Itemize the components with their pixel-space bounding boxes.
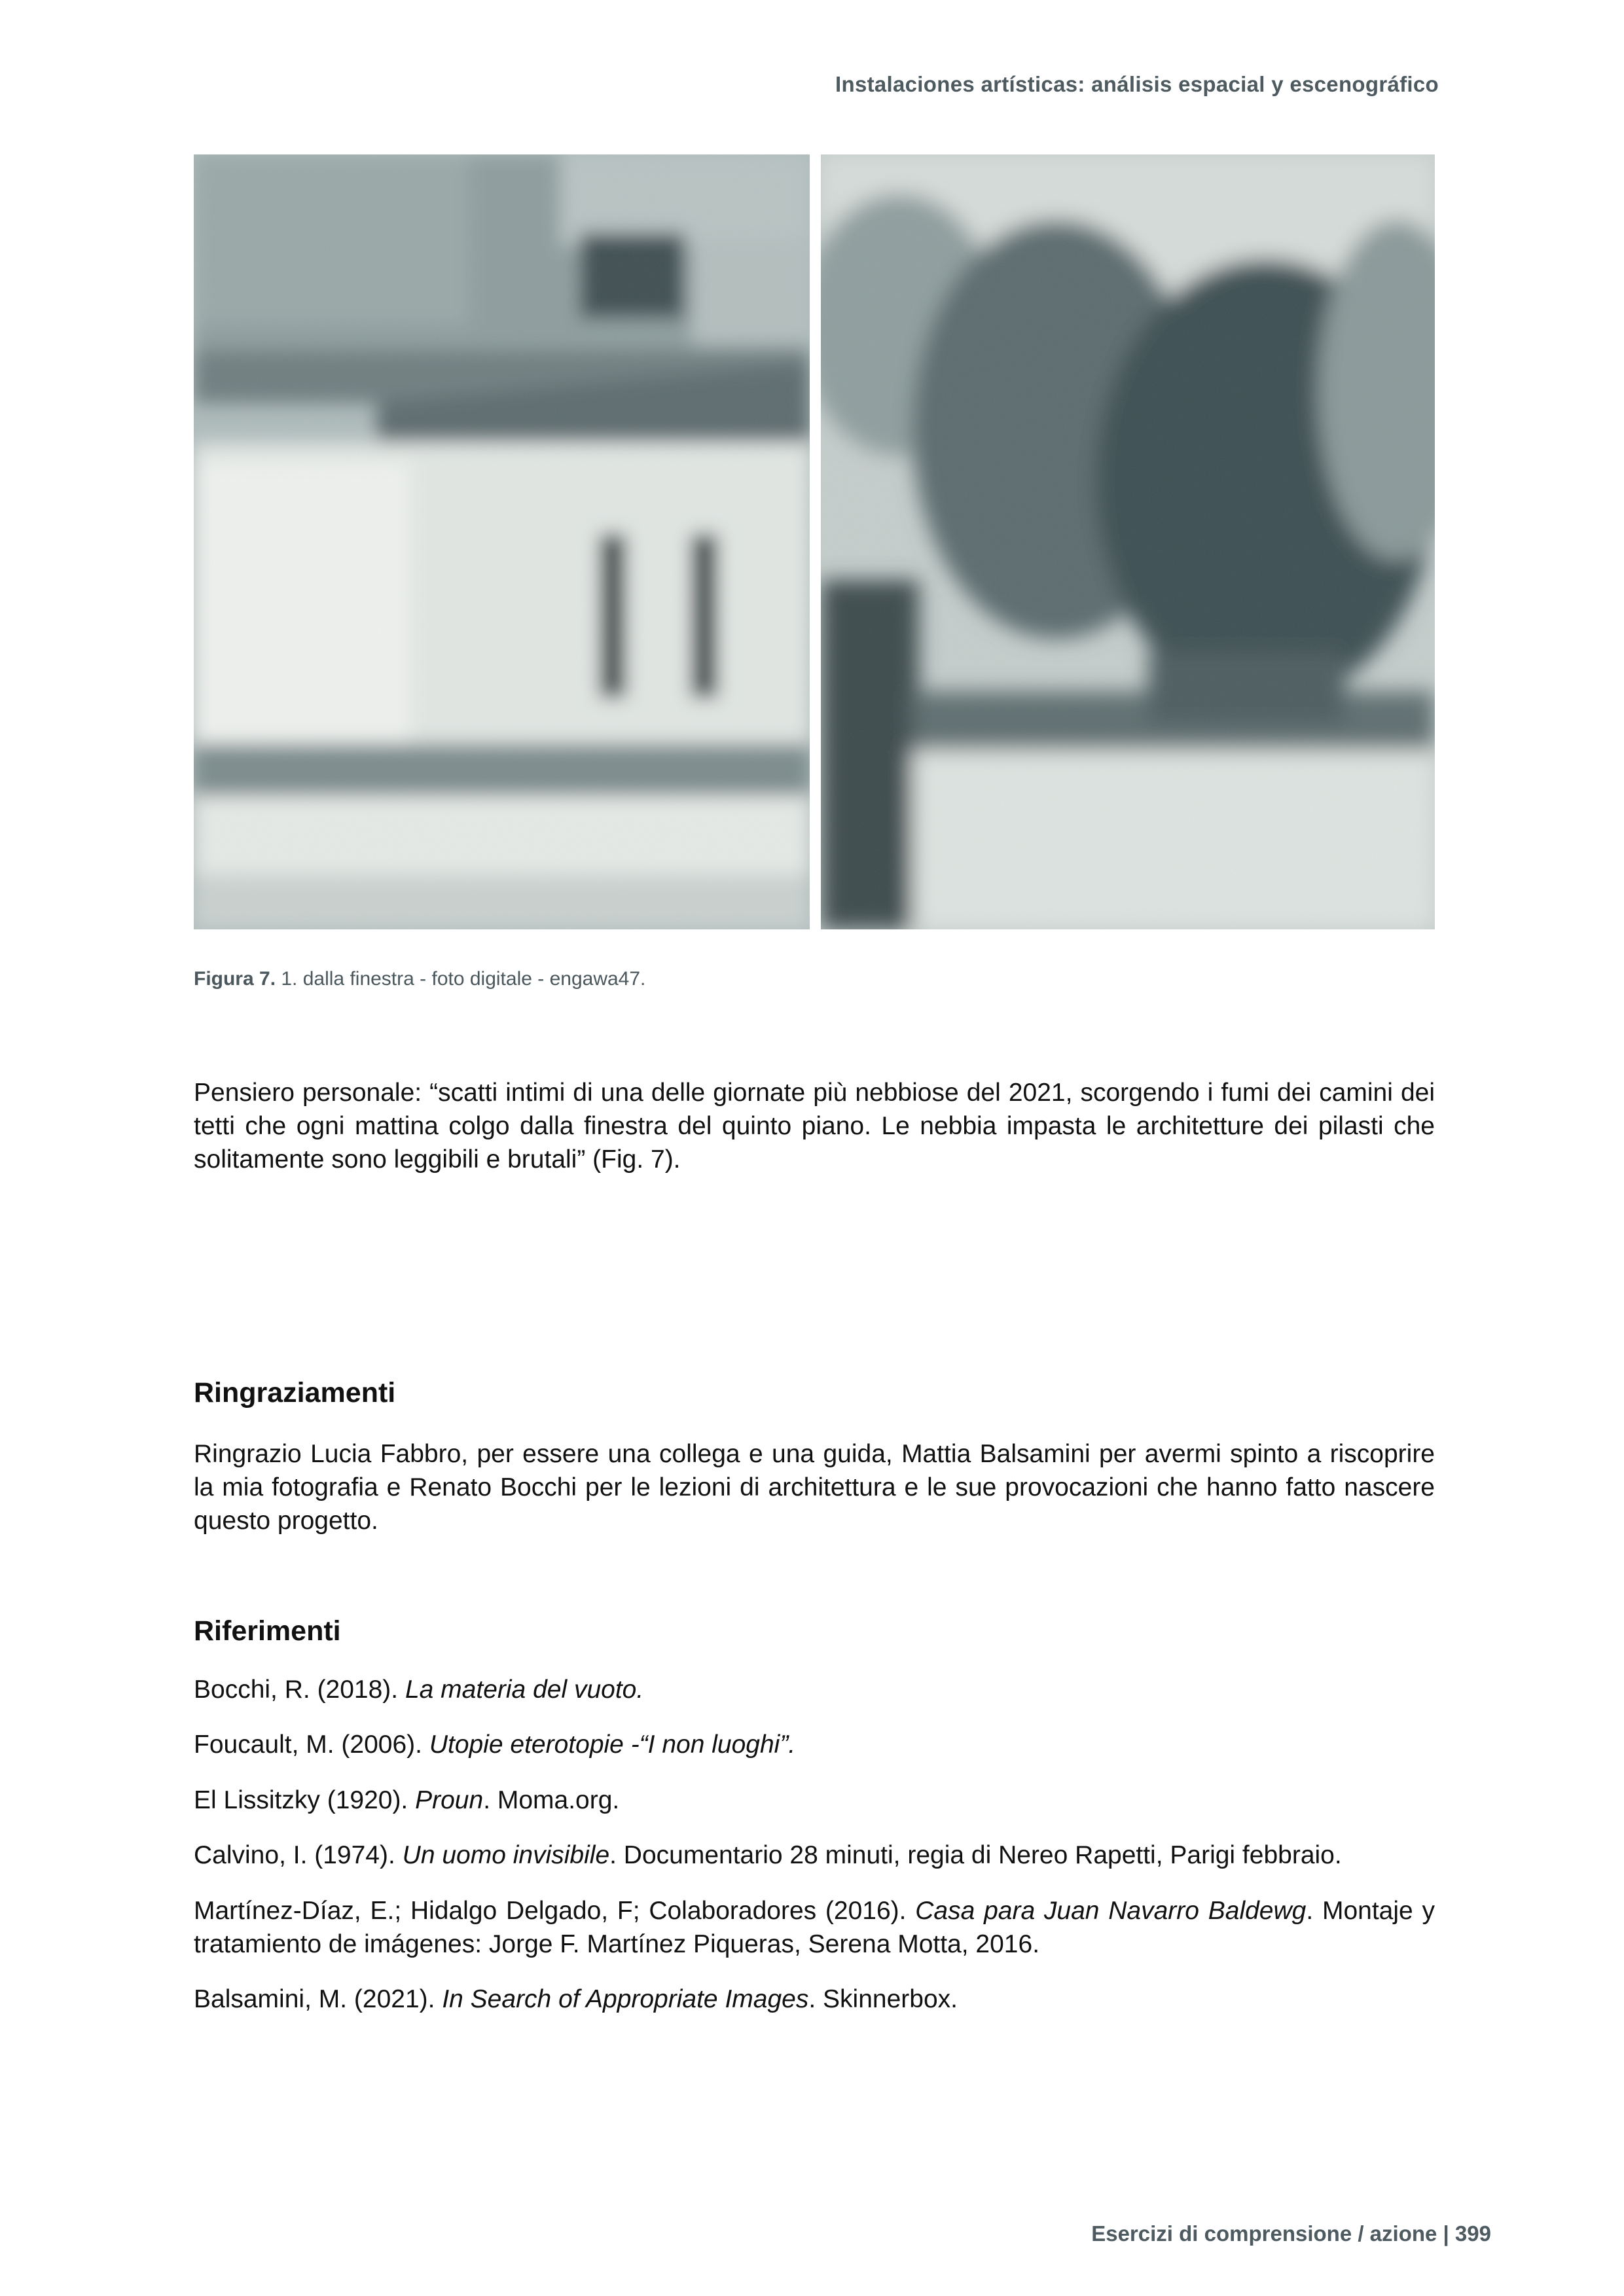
reference-title: Proun (415, 1786, 484, 1814)
reference-rest: . Skinnerbox. (808, 1985, 958, 2013)
reference-item (194, 1982, 1435, 2016)
blurred-building-photo (194, 154, 810, 929)
reference-rest: . Montaje y tratamiento de imágenes: Jorge F. Martínez Piqueras, Serena Motta, 2016. (194, 1897, 1435, 1958)
reference-title: Un uomo invisibile (402, 1841, 610, 1869)
reference-item (194, 1673, 1435, 1706)
acknowledgements-paragraph: Ringrazio Lucia Fabbro, per essere una collega e una guida, Mattia Balsamini per avermi spinto a riscoprire la mia fotografia e Renato Bocchi per le lezioni di architettura e le sue provocazioni che hanno fatto nascere questo progetto. (194, 1440, 1435, 1535)
reference-rest: . Moma.org. (483, 1786, 620, 1814)
reference-authors: Bocchi, R. (2018). (194, 1676, 405, 1704)
blurred-trees-photo (821, 154, 1435, 929)
running-title: Instalaciones artísticas: análisis espacial y escenográfico (835, 72, 1439, 96)
reference-item (194, 1894, 1435, 1961)
reference-title: Casa para Juan Navarro Baldewg (915, 1897, 1307, 1925)
figure-caption (194, 968, 645, 990)
reference-title: Utopie eterotopie -“I non luoghi”. (429, 1731, 796, 1759)
reference-title: In Search of Appropriate Images (442, 1985, 809, 2013)
acknowledgements-heading: Ringraziamenti (194, 1377, 396, 1408)
figure-photo-left (194, 154, 810, 929)
personal-thought-paragraph: Pensiero personale: “scatti intimi di una delle giornate più nebbiose del 2021, scorgendo i fumi dei camini dei tetti che ogni mattina colgo dalla finestra del quinto piano. Le nebbia impasta le architetture dei pilasti che solitamente sono leggibili e brutali” (Fig. 7). (194, 1079, 1435, 1174)
reference-rest: . Documentario 28 minuti, regia di Nereo Rapetti, Parigi febbraio. (609, 1841, 1342, 1869)
reference-authors: Foucault, M. (2006). (194, 1731, 429, 1759)
references-heading: Riferimenti (194, 1615, 341, 1647)
reference-authors: Balsamini, M. (2021). (194, 1985, 442, 2013)
reference-authors: Martínez-Díaz, E.; Hidalgo Delgado, F; Colaboradores (2016). (194, 1897, 916, 1925)
reference-authors: El Lissitzky (1920). (194, 1786, 416, 1814)
reference-authors: Calvino, I. (1974). (194, 1841, 403, 1869)
reference-item (194, 1784, 1435, 1817)
page-folio: Esercizi di comprensione / azione | 399 (1091, 2221, 1491, 2246)
reference-item (194, 1839, 1435, 1872)
figure-caption-text: 1. dalla finestra - foto digitale - engawa47. (276, 968, 646, 990)
reference-title: La materia del vuoto. (405, 1676, 644, 1704)
figure-photo-right (821, 154, 1435, 929)
reference-item (194, 1728, 1435, 1761)
figure-caption-label: Figura 7. (194, 968, 276, 990)
